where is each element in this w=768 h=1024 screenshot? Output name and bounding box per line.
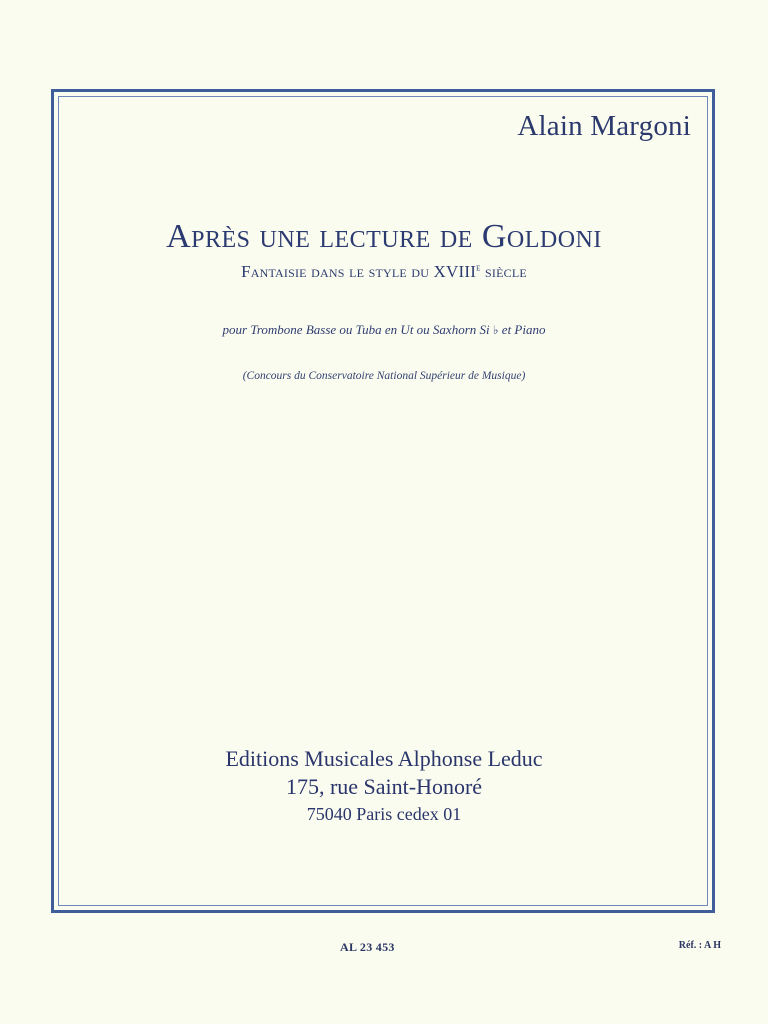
publisher-street: 175, rue Saint-Honoré xyxy=(285,774,483,799)
publisher-block xyxy=(0,748,768,823)
competition-note: (Concours du Conservatoire National Supérieur de Musique) xyxy=(242,370,526,382)
work-title: Après une lecture de Goldoni xyxy=(166,218,602,255)
composer-name: Alain Margoni xyxy=(517,110,691,142)
reference-code: Réf. : A H xyxy=(678,940,721,951)
instrumentation-text-after: et Piano xyxy=(498,322,546,337)
catalog-number: AL 23 453 xyxy=(340,940,395,954)
subtitle-superscript: e xyxy=(476,262,481,274)
publisher-name: Editions Musicales Alphonse Leduc xyxy=(225,746,543,771)
publisher-city: 75040 Paris cedex 01 xyxy=(306,804,462,824)
subtitle-text-before: Fantaisie dans le style du XVIII xyxy=(241,262,477,281)
flat-sign-icon: ♭ xyxy=(492,323,499,337)
work-subtitle xyxy=(0,262,768,282)
instrumentation-text-before: pour Trombone Basse ou Tuba en Ut ou Saxhorn Si xyxy=(222,322,493,337)
instrumentation-line xyxy=(0,322,768,338)
subtitle-text-after: siècle xyxy=(480,262,527,281)
